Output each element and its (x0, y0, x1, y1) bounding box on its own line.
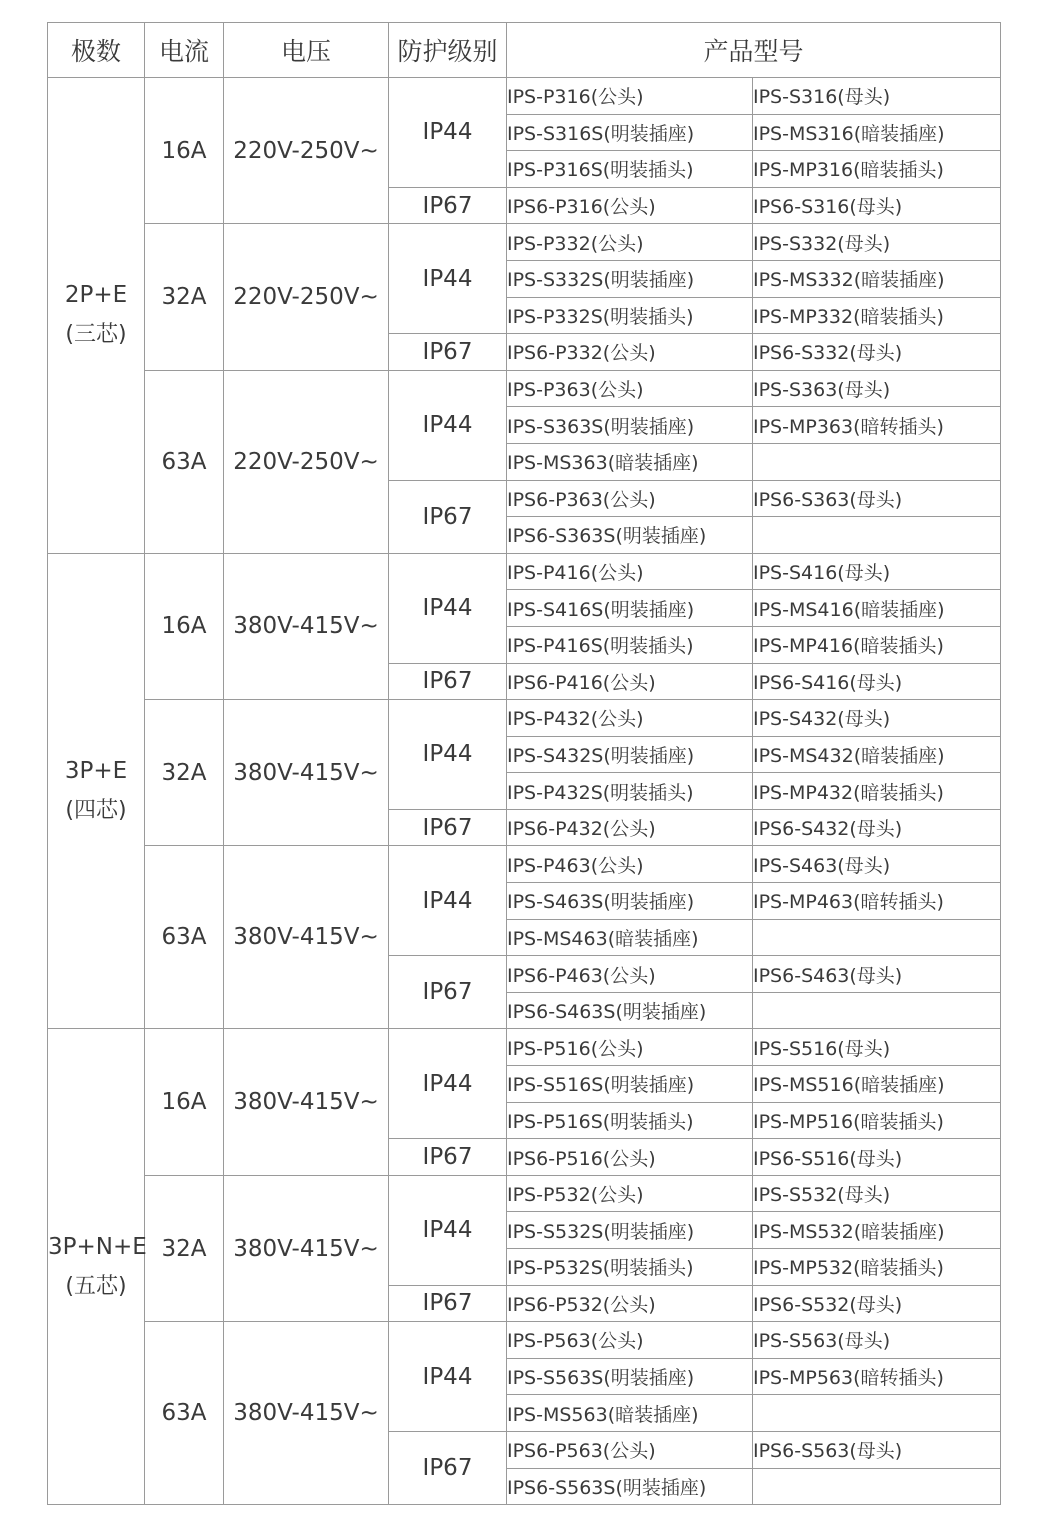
model-cell (753, 517, 1001, 554)
current-cell: 16A (145, 553, 224, 699)
model-cell: IPS6-S463(母头) (753, 956, 1001, 993)
model-cell: IPS-MS463(暗装插座) (507, 919, 753, 956)
table-row (48, 1029, 1001, 1066)
model-cell: IPS6-P516(公头) (507, 1139, 753, 1176)
model-cell: IPS-S416(母头) (753, 553, 1001, 590)
model-cell: IPS6-S416(母头) (753, 663, 1001, 700)
protection-cell: IP67 (389, 480, 507, 553)
protection-cell: IP67 (389, 334, 507, 371)
protection-cell: IP44 (389, 700, 507, 810)
model-cell: IPS-MP316(暗装插头) (753, 151, 1001, 188)
model-cell: IPS-S316(母头) (753, 78, 1001, 115)
protection-cell: IP44 (389, 370, 507, 480)
model-cell: IPS-MS416(暗装插座) (753, 590, 1001, 627)
model-cell (753, 919, 1001, 956)
model-cell: IPS6-S432(母头) (753, 809, 1001, 846)
protection-cell: IP44 (389, 846, 507, 956)
model-cell (753, 1468, 1001, 1505)
protection-cell: IP44 (389, 553, 507, 663)
table-row (48, 1322, 1001, 1359)
current-cell: 32A (145, 700, 224, 846)
model-cell: IPS-MS532(暗装插座) (753, 1212, 1001, 1249)
cores-label: (五芯) (65, 1273, 127, 1299)
protection-cell: IP67 (389, 809, 507, 846)
protection-cell: IP67 (389, 956, 507, 1029)
model-cell: IPS6-P463(公头) (507, 956, 753, 993)
current-cell: 63A (145, 1322, 224, 1505)
model-cell: IPS-S416S(明装插座) (507, 590, 753, 627)
table-row (48, 553, 1001, 590)
header-voltage: 电压 (224, 23, 389, 78)
protection-cell: IP67 (389, 1139, 507, 1176)
model-cell: IPS-P532(公头) (507, 1175, 753, 1212)
model-cell: IPS-P316S(明装插头) (507, 151, 753, 188)
protection-cell: IP44 (389, 224, 507, 334)
model-cell: IPS-MP332(暗装插头) (753, 297, 1001, 334)
model-cell: IPS-P516S(明装插头) (507, 1102, 753, 1139)
model-cell: IPS6-S532(母头) (753, 1285, 1001, 1322)
model-cell: IPS-S516S(明装插座) (507, 1066, 753, 1103)
model-cell: IPS-S516(母头) (753, 1029, 1001, 1066)
model-cell: IPS6-P316(公头) (507, 187, 753, 224)
header-protection: 防护级别 (389, 23, 507, 78)
model-cell: IPS-S563(母头) (753, 1322, 1001, 1359)
protection-cell: IP44 (389, 1175, 507, 1285)
cores-label: (四芯) (65, 798, 127, 824)
poles-label: 3P+E (64, 758, 128, 785)
model-cell (753, 1395, 1001, 1432)
model-cell: IPS-MP432(暗装插头) (753, 773, 1001, 810)
model-cell: IPS-MS563(暗装插座) (507, 1395, 753, 1432)
model-cell: IPS-MP416(暗装插头) (753, 626, 1001, 663)
model-cell: IPS6-P563(公头) (507, 1431, 753, 1468)
voltage-cell: 220V-250V~ (224, 78, 389, 224)
model-cell: IPS-P416S(明装插头) (507, 626, 753, 663)
voltage-cell: 380V-415V~ (224, 553, 389, 699)
voltage-cell: 380V-415V~ (224, 700, 389, 846)
model-cell: IPS-S463(母头) (753, 846, 1001, 883)
model-cell: IPS-MP516(暗装插头) (753, 1102, 1001, 1139)
model-cell: IPS-P432(公头) (507, 700, 753, 737)
model-cell: IPS6-P532(公头) (507, 1285, 753, 1322)
poles-label: 2P+E (64, 282, 128, 309)
table-row (48, 78, 1001, 115)
model-cell: IPS6-P363(公头) (507, 480, 753, 517)
table-row (48, 700, 1001, 737)
current-cell: 16A (145, 78, 224, 224)
model-cell: IPS-MS432(暗装插座) (753, 736, 1001, 773)
model-cell (753, 443, 1001, 480)
protection-cell: IP67 (389, 187, 507, 224)
model-cell: IPS-P316(公头) (507, 78, 753, 115)
model-cell: IPS-MP563(暗转插头) (753, 1358, 1001, 1395)
poles-cell (48, 553, 145, 1029)
model-cell: IPS-S532(母头) (753, 1175, 1001, 1212)
header-poles: 极数 (48, 23, 145, 78)
header-row (48, 23, 1001, 78)
model-cell: IPS6-P432(公头) (507, 809, 753, 846)
model-cell: IPS6-S563S(明装插座) (507, 1468, 753, 1505)
model-cell: IPS-P463(公头) (507, 846, 753, 883)
protection-cell: IP67 (389, 1431, 507, 1504)
model-cell: IPS-S363S(明装插座) (507, 407, 753, 444)
model-cell: IPS-P532S(明装插头) (507, 1249, 753, 1286)
table-row (48, 846, 1001, 883)
model-cell: IPS-MS363(暗装插座) (507, 443, 753, 480)
header-current: 电流 (145, 23, 224, 78)
model-cell: IPS-P332S(明装插头) (507, 297, 753, 334)
voltage-cell: 380V-415V~ (224, 1322, 389, 1505)
model-cell: IPS6-S316(母头) (753, 187, 1001, 224)
model-cell: IPS-P516(公头) (507, 1029, 753, 1066)
model-cell: IPS6-P416(公头) (507, 663, 753, 700)
model-cell: IPS-MS316(暗装插座) (753, 114, 1001, 151)
model-cell: IPS-P416(公头) (507, 553, 753, 590)
model-cell: IPS-S332S(明装插座) (507, 260, 753, 297)
table-row (48, 224, 1001, 261)
model-cell: IPS-S463S(明装插座) (507, 883, 753, 920)
current-cell: 63A (145, 370, 224, 553)
table-body (48, 78, 1001, 1505)
model-cell: IPS-P332(公头) (507, 224, 753, 261)
model-cell: IPS-MS516(暗装插座) (753, 1066, 1001, 1103)
model-cell: IPS-S363(母头) (753, 370, 1001, 407)
poles-cell (48, 78, 145, 554)
model-cell: IPS-P563(公头) (507, 1322, 753, 1359)
table-row (48, 370, 1001, 407)
cores-label: (三芯) (65, 322, 127, 348)
protection-cell: IP44 (389, 78, 507, 188)
model-cell: IPS6-S332(母头) (753, 334, 1001, 371)
model-cell: IPS-MS332(暗装插座) (753, 260, 1001, 297)
model-cell: IPS-S532S(明装插座) (507, 1212, 753, 1249)
model-cell: IPS-S432S(明装插座) (507, 736, 753, 773)
model-cell: IPS6-S516(母头) (753, 1139, 1001, 1176)
model-cell: IPS6-S563(母头) (753, 1431, 1001, 1468)
current-cell: 16A (145, 1029, 224, 1175)
model-cell: IPS6-S363(母头) (753, 480, 1001, 517)
model-cell: IPS6-S463S(明装插座) (507, 992, 753, 1029)
model-cell: IPS-P432S(明装插头) (507, 773, 753, 810)
current-cell: 63A (145, 846, 224, 1029)
poles-label: 3P+N+E (48, 1233, 147, 1260)
voltage-cell: 380V-415V~ (224, 846, 389, 1029)
model-cell: IPS6-P332(公头) (507, 334, 753, 371)
voltage-cell: 220V-250V~ (224, 370, 389, 553)
voltage-cell: 220V-250V~ (224, 224, 389, 370)
table-row (48, 1175, 1001, 1212)
model-cell: IPS-MP363(暗转插头) (753, 407, 1001, 444)
model-cell: IPS-S432(母头) (753, 700, 1001, 737)
poles-cell (48, 1029, 145, 1505)
model-cell: IPS-S316S(明装插座) (507, 114, 753, 151)
current-cell: 32A (145, 1175, 224, 1321)
current-cell: 32A (145, 224, 224, 370)
voltage-cell: 380V-415V~ (224, 1175, 389, 1321)
protection-cell: IP44 (389, 1322, 507, 1432)
model-cell: IPS-MP532(暗装插头) (753, 1249, 1001, 1286)
model-cell: IPS-S563S(明装插座) (507, 1358, 753, 1395)
voltage-cell: 380V-415V~ (224, 1029, 389, 1175)
model-cell: IPS6-S363S(明装插座) (507, 517, 753, 554)
model-cell: IPS-MP463(暗转插头) (753, 883, 1001, 920)
spec-table (47, 22, 1001, 1505)
protection-cell: IP67 (389, 663, 507, 700)
protection-cell: IP67 (389, 1285, 507, 1322)
protection-cell: IP44 (389, 1029, 507, 1139)
model-cell: IPS-S332(母头) (753, 224, 1001, 261)
model-cell: IPS-P363(公头) (507, 370, 753, 407)
model-cell (753, 992, 1001, 1029)
header-model: 产品型号 (507, 23, 1001, 78)
